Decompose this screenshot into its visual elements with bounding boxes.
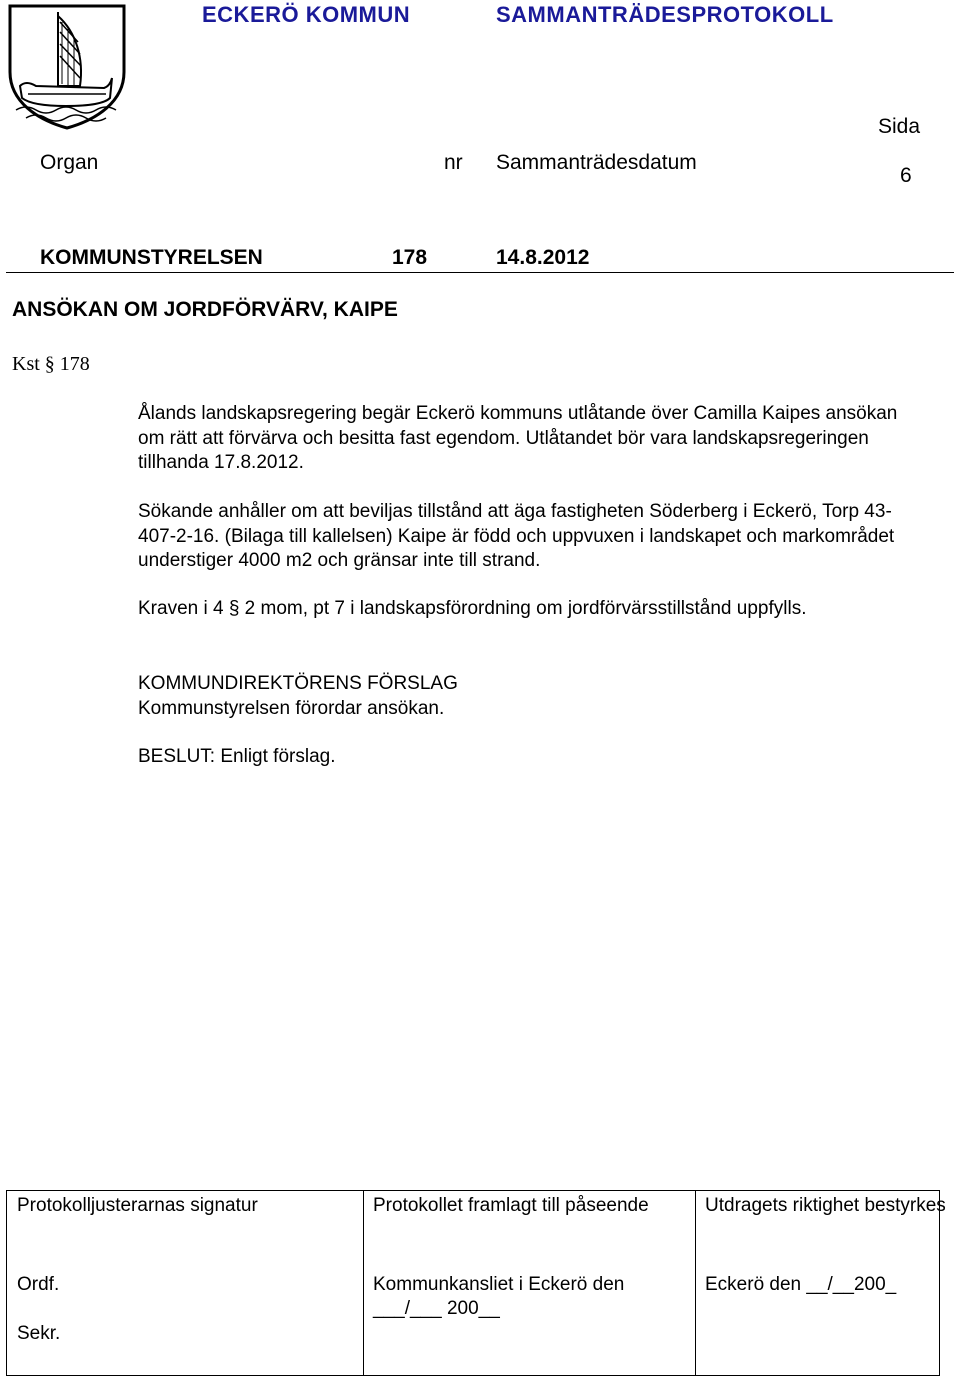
- secretary-label: Sekr.: [17, 1323, 61, 1344]
- page-label: Sida: [878, 115, 921, 138]
- signature-table: [6, 1190, 946, 1376]
- proposal-heading: KOMMUNDIREKTÖRENS FÖRSLAG: [138, 673, 458, 694]
- paragraph-3: Kraven i 4 § 2 mom, pt 7 i landskapsförordning om jordförvärsstillstånd uppfylls.: [138, 598, 807, 619]
- paragraph-2: Sökande anhåller om att beviljas tillstånd att äga fastigheten Söderberg i Eckerö, Torp 43-407-2-16. (Bilaga till kallelsen) Kaipe är född och uppvuxen i landskapet och markområdet understiger 4000 m2 och gränsar inte till strand.: [138, 501, 895, 571]
- signature-col-displayed: [363, 1191, 696, 1375]
- signature-col-adjusters: [7, 1191, 364, 1375]
- displayed-header: Protokollet framlagt till påseende: [373, 1195, 649, 1216]
- document-type: SAMMANTRÄDESPROTOKOLL: [496, 2, 834, 27]
- municipality-name: ECKERÖ KOMMUN: [202, 2, 411, 27]
- nr-label: nr: [444, 151, 463, 174]
- date-value: 14.8.2012: [496, 246, 590, 269]
- paragraph-1: Ålands landskapsregering begär Eckerö kommuns utlåtande över Camilla Kaipes ansökan om rätt att förvärva och besitta fast egendom. Utlåtandet bör vara landskapsregeringen tillhanda 17.8.2012.: [138, 403, 898, 473]
- header-divider: [6, 272, 954, 273]
- certified-value: Eckerö den __/__200_: [705, 1274, 897, 1295]
- organ-label: Organ: [40, 151, 99, 174]
- adjusters-header: Protokolljusterarnas signatur: [17, 1195, 258, 1216]
- organ-value: KOMMUNSTYRELSEN: [40, 246, 263, 269]
- matter-title: ANSÖKAN OM JORDFÖRVÄRV, KAIPE: [12, 298, 398, 321]
- page-number: 6: [900, 164, 912, 187]
- decision-text: BESLUT: Enligt förslag.: [138, 746, 336, 767]
- date-label: Sammanträdesdatum: [496, 151, 697, 174]
- nr-value: 178: [392, 246, 428, 269]
- certified-header: Utdragets riktighet bestyrkes: [705, 1195, 946, 1216]
- municipality-logo: [6, 2, 128, 130]
- displayed-value: Kommunkansliet i Eckerö den ___/___ 200__: [373, 1274, 625, 1319]
- ship-coat-of-arms-icon: [6, 2, 128, 130]
- paragraph-number: Kst § 178: [12, 353, 90, 375]
- signature-col-certified: [695, 1191, 946, 1375]
- proposal-text: Kommunstyrelsen förordar ansökan.: [138, 698, 445, 719]
- chair-label: Ordf.: [17, 1274, 60, 1295]
